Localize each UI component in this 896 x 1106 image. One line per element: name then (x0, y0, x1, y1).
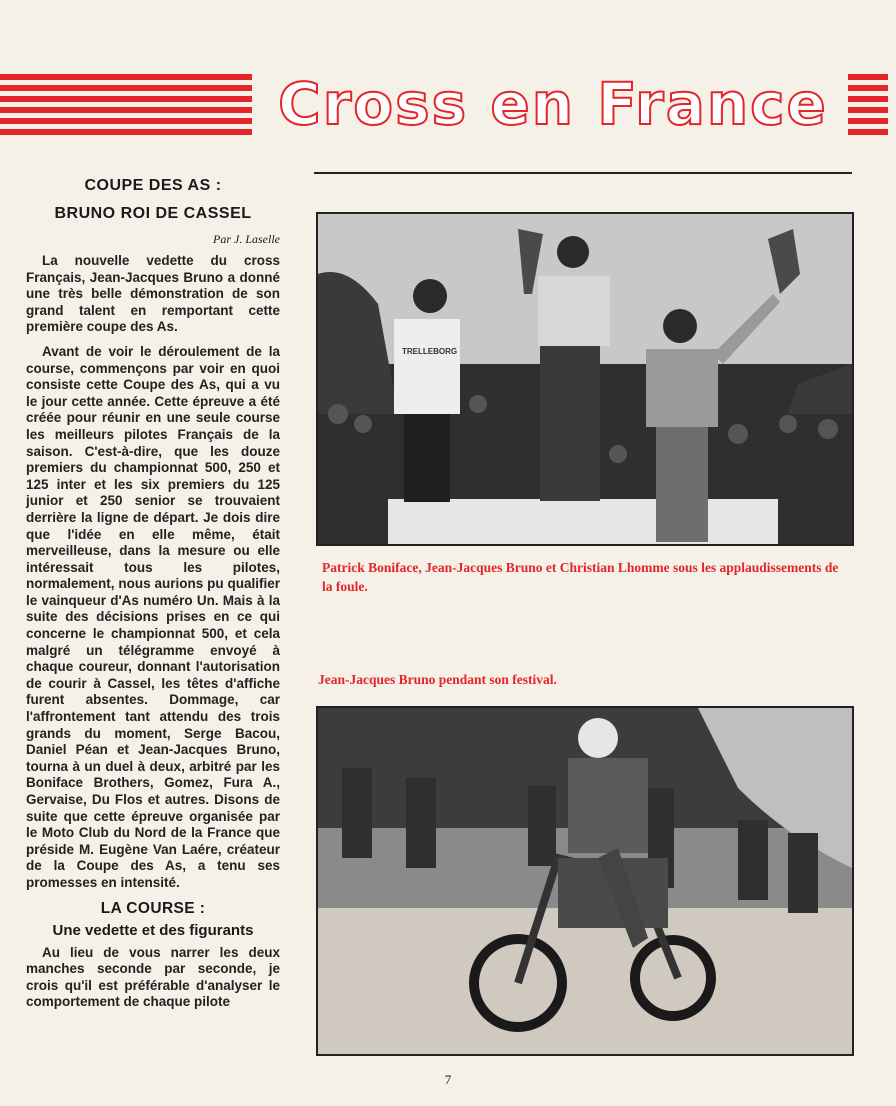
race-photo-illustration (318, 708, 852, 1054)
article-paragraph: Au lieu de vous narrer les deux manches seconde par seconde, je crois qu'il est préférable d'analyser le comportement de chaque pilote (26, 944, 280, 1010)
photo-caption-race: Jean-Jacques Bruno pendant son festival. (318, 672, 557, 687)
podium-photo-illustration (318, 214, 852, 544)
article-headline-2: BRUNO ROI DE CASSEL (54, 205, 252, 222)
header-rule (314, 172, 852, 174)
page-banner (0, 68, 896, 138)
banner-title: Cross en France (278, 70, 828, 138)
banner-stripes-left (0, 74, 252, 136)
photo-caption-podium: Patrick Boniface, Jean-Jacques Bruno et Christian Lhomme sous les applaudissements de la foule. (322, 560, 839, 594)
banner-stripes-right (848, 74, 888, 136)
section-title: LA COURSE : (100, 899, 206, 917)
race-photo (316, 706, 854, 1056)
section-subtitle: Une vedette et des figurants (52, 921, 254, 939)
article-headline-1: COUPE DES AS : (84, 177, 222, 194)
article-paragraph: La nouvelle vedette du cross Français, Jean-Jacques Bruno a donné une très belle démonstration de son grand talent en remportant cette première coupe des As. (26, 253, 280, 335)
article-paragraph: Avant de voir le déroulement de la course, commençons par voir en quoi consiste cette Coupe des As, qui a vu le jour cette année. Cette épreuve a été créée pour réunir en une seule course les meilleurs pilotes Français de la saison. C'est-à-dire, que les douze premiers du championnat 500, 250 et 125 inter et les six premiers du 125 junior et 250 senior se trouvaient derrière la ligne de départ. Je dois dire que l'idée en elle même, était merveilleuse, dans la mesure ou elle intéressait tous les pilotes, normalement, nous aurions pu qualifier le vainqueur d'As numéro Un. Mais à la suite des décisions prises en ce qui concerne le championnat 500, et cela malgré un télégramme envoyé à chaque coureur, donnant l'autorisation de courir à Cassel, les têtes d'affiche furent absentes. Dommage, car l'affrontement tant attendu des trois grands du moment, Serge Bacou, Daniel Péan et Jean-Jacques Bruno, tourna à un duel à deux, arbitré par les Boniface Brothers, Gomez, Fura A., Gervaise, Du Flos et autres. Disons de suite que cette épreuve organisée par le Moto Club du Nord de la France que préside M. Eugène Van Laére, créateur de la Coupe des As, a tenu ses promesses en intensité. (26, 343, 280, 890)
podium-photo (316, 212, 854, 546)
article-column (26, 172, 280, 1019)
article-byline: Par J. Laselle (213, 232, 280, 246)
page-number: 7 (444, 1072, 452, 1087)
podium-shirt-text: TRELLEBORG (402, 347, 458, 356)
